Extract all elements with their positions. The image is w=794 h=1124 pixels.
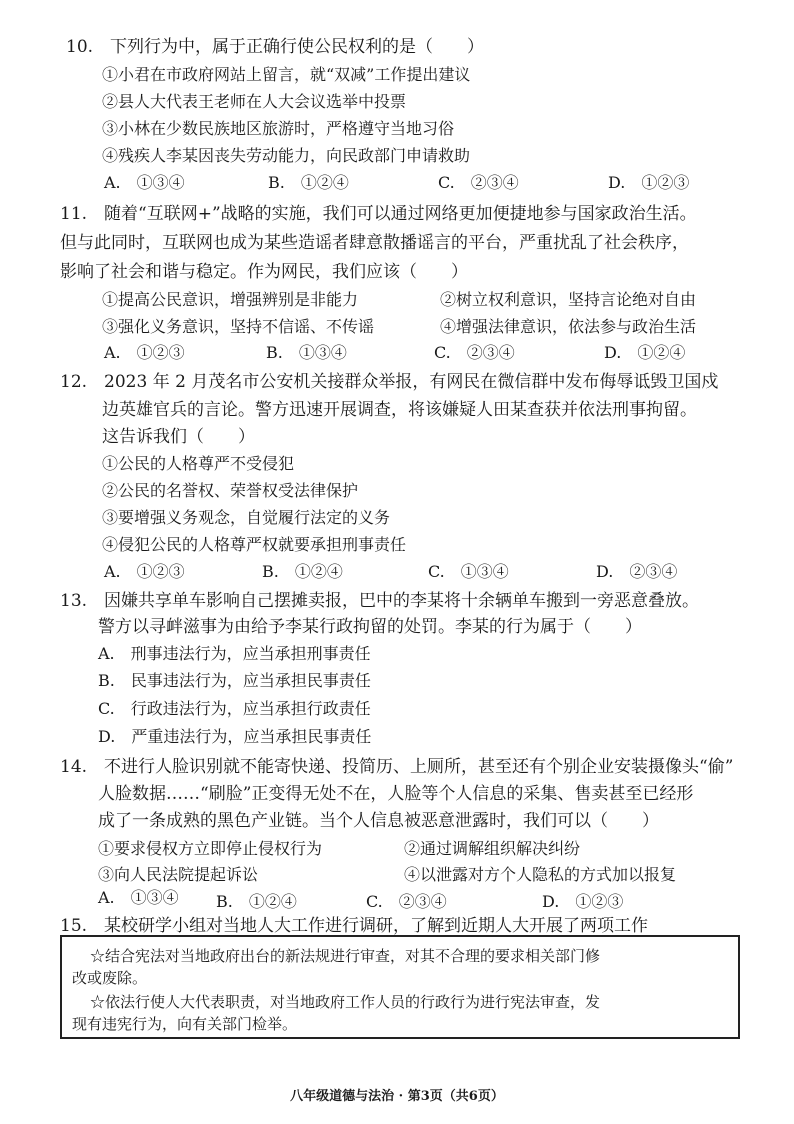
q12-item-1: ①公民的人格尊严不受侵犯 xyxy=(102,454,295,473)
q15-box-line-1: ☆结合宪法对当地政府出台的新法规进行审查，对其不合理的要求相关部门修 xyxy=(90,947,601,965)
q12-choice-c: C. ①③④ xyxy=(428,562,509,581)
q10-item-4: ④残疾人李某因丧失劳动能力，向民政部门申请救助 xyxy=(102,146,471,165)
q11-choice-a: A. ①②③ xyxy=(104,343,185,362)
q10-choice-b: B. ①②④ xyxy=(268,173,349,192)
q10-item-3: ③小林在少数民族地区旅游时，严格遵守当地习俗 xyxy=(102,119,455,138)
page-footer: 八年级道德与法治 · 第3页（共6页） xyxy=(290,1089,504,1104)
q12-choice-d: D. ②③④ xyxy=(596,562,678,581)
q10-choice-a: A. ①③④ xyxy=(104,173,185,192)
q11-stem-2: 但与此同时，互联网也成为某些造谣者肆意散播谣言的平台，严重扰乱了社会秩序， xyxy=(60,233,689,253)
q10-stem: 10. 下列行为中，属于正确行使公民权利的是（ ） xyxy=(66,37,485,57)
q10-item-2: ②县人大代表王老师在人大会议选举中投票 xyxy=(102,92,407,111)
q15-box-line-4: 现有违宪行为，向有关部门检举。 xyxy=(72,1015,298,1033)
q12-stem-1: 12. 2023 年 2 月茂名市公安机关接群众举报，有网民在微信群中发布侮辱诋毁卫国戍 xyxy=(60,372,719,392)
q10-choice-d: D. ①②③ xyxy=(608,173,690,192)
q14-item-4: ④以泄露对方个人隐私的方式加以报复 xyxy=(404,865,677,884)
q11-item-3: ③强化义务意识，坚持不信谣、不传谣 xyxy=(102,317,375,336)
q13-option-d: D. 严重违法行为，应当承担民事责任 xyxy=(98,727,372,746)
q15-stem: 15. 某校研学小组对当地人大工作进行调研，了解到近期人大开展了两项工作 xyxy=(60,916,649,936)
q14-item-3: ③向人民法院提起诉讼 xyxy=(98,865,259,884)
q11-choice-b: B. ①③④ xyxy=(266,343,347,362)
q13-stem-1: 13. 因嫌共享单车影响自己摆摊卖报，巴中的李某将十余辆单车搬到一旁恶意叠放。 xyxy=(60,591,700,611)
q11-item-2: ②树立权利意识，坚持言论绝对自由 xyxy=(440,290,697,309)
q12-item-3: ③要增强义务观念，自觉履行法定的义务 xyxy=(102,508,391,527)
q14-choice-d: D. ①②③ xyxy=(542,892,624,911)
q13-stem-2: 警方以寻衅滋事为由给予李某行政拘留的处罚。李某的行为属于（ ） xyxy=(98,617,642,637)
q15-box-line-3: ☆依法行使人大代表职责，对当地政府工作人员的行政行为进行宪法审查，发 xyxy=(90,993,601,1011)
q14-stem-1: 14. 不进行人脸识别就不能寄快递、投简历、上厕所，甚至还有个别企业安装摄像头“偷” xyxy=(60,757,734,777)
q11-choice-c: C. ②③④ xyxy=(434,343,515,362)
q14-item-2: ②通过调解组织解决纠纷 xyxy=(404,839,581,858)
q12-item-2: ②公民的名誉权、荣誉权受法律保护 xyxy=(102,481,359,500)
q12-stem-2: 边英雄官兵的言论。警方迅速开展调查，将该嫌疑人田某查获并依法刑事拘留。 xyxy=(102,400,697,420)
q14-item-1: ①要求侵权方立即停止侵权行为 xyxy=(98,839,323,858)
q14-stem-2: 人脸数据……“刷脸”正变得无处不在，人脸等个人信息的采集、售卖甚至已经形 xyxy=(98,784,694,804)
q14-choice-b: B. ①②④ xyxy=(216,892,297,911)
q11-choice-d: D. ①②④ xyxy=(604,343,686,362)
q11-stem-1: 11. 随着“互联网+”战略的实施，我们可以通过网络更加便捷地参与国家政治生活。 xyxy=(60,204,697,224)
q13-option-a: A. 刑事违法行为，应当承担刑事责任 xyxy=(98,644,371,663)
q11-item-1: ①提高公民意识，增强辨别是非能力 xyxy=(102,290,359,309)
q12-stem-3: 这告诉我们（ ） xyxy=(102,427,255,447)
q14-stem-3: 成了一条成熟的黑色产业链。当个人信息被恶意泄露时，我们可以（ ） xyxy=(98,811,659,831)
q10-item-1: ①小君在市政府网站上留言，就“双减”工作提出建议 xyxy=(102,65,471,84)
q11-item-4: ④增强法律意识，依法参与政治生活 xyxy=(440,317,697,336)
q12-item-4: ④侵犯公民的人格尊严权就要承担刑事责任 xyxy=(102,535,407,554)
q13-option-b: B. 民事违法行为，应当承担民事责任 xyxy=(98,671,371,690)
q15-material-box xyxy=(60,935,740,1039)
q14-choice-a: A. ①③④ xyxy=(98,888,179,907)
q14-choice-c: C. ②③④ xyxy=(366,892,447,911)
q10-choice-c: C. ②③④ xyxy=(438,173,519,192)
q12-choice-b: B. ①②④ xyxy=(262,562,343,581)
q12-choice-a: A. ①②③ xyxy=(104,562,185,581)
q13-option-c: C. 行政违法行为，应当承担行政责任 xyxy=(98,699,371,718)
q15-box-line-2: 改或废除。 xyxy=(72,969,148,987)
q11-stem-3: 影响了社会和谐与稳定。作为网民，我们应该（ ） xyxy=(60,262,468,282)
